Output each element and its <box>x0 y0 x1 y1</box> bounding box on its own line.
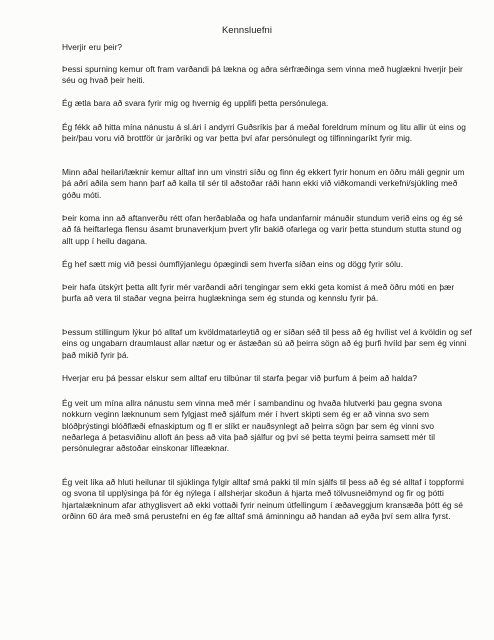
paragraph-health-check: Ég veit líka að hluti heilunar til sjúklinga fylgir alltaf smá pakki til mín sjálfs til þess að ég sé alltaf í toppformi og svona til upplýsinga þá fór ég nýlega í allsherjar skoðun á hjarta með tölvusneiðmynd og fir og þótti hjartalækninum afar athyglisvert að ekki vottaði fyrir neinum útfellingum í æðaveggjum kransæða þótt ég sé orðinn 60 ára með smá perustefni en ég fæ alltaf smá áminningu að handan að eyða því sem allra fyrst. <box>62 477 464 521</box>
document-title: Kennsluefni <box>221 24 273 35</box>
paragraph-family-meeting: Ég fékk að hitta mína nánustu á sl.ári í andyrri Guðsríkis þar á meðal foreldrum mínum og litu allir út eins og þeir/þau voru við brottför úr jarðríki og var þetta því afar persónulegt og tilfinningaríkt fyrir mig. <box>62 122 466 144</box>
paragraph-question-heading: Hverjir eru þeir? <box>62 42 123 52</box>
paragraph-connections: Þeir hafa útskýrt þetta allt fyrir mér varðandi aðri tengingar sem ekki geta komist á með öðru móti en þær þurfa að vera til staðar vegna þeirra huglækninga sem ég stunda og kennslu fyrir þá. <box>62 282 455 304</box>
paragraph-acceptance: Ég hef sætt mig við þessi óumflýjanlegu ópægindi sem hverfa síðan eins og dögg fyrir sólu. <box>62 259 404 269</box>
paragraph-intro: Þessi spurning kemur oft fram varðandi þá lækna og aðra sérfræðinga sem vinna með huglækni hverjir þeir séu og hvað þeir heiti. <box>62 64 463 86</box>
paragraph-rest: Þessum stillingum lýkur þó alltaf um kvöldmatarleytið og er síðan séð til þess að ég hvílist vel á kvöldin og sef eins og ungabarn draumlaust allar nætur og er ástæðan sú að þeirra sögn að ég þurfi hvíld þar sem ég vinni það mikið fyrir þá. <box>62 327 472 360</box>
paragraph-care-team: Ég veit um mína allra nánustu sem vinna með mér í sambandinu og hvaða hlutverki þau gegna svona nokkurn veginn læknunum sem fylgjast með sjálfum mér í hvert skipti sem ég er að vinna svo sem blóðþrýstingi blóðflæði efnaskiptum og fl er slíkt er nauðsynlegt að þeirra sögn þar sem ég vinni svo neðarlega á þetasviðinu alloft án þess að vita það sjálfur og því sé þetta teymi þeirra samsett mér til persónulegrar aðstoðar einskonar lífleæknar. <box>62 398 443 454</box>
paragraph-who-question: Hverjar eru þá þessar elskur sem alltaf eru tilbúnar til starfa þegar við þurfum á þeim að halda? <box>62 373 418 383</box>
paragraph-main-healer: Minn aðal heilari/læknir kemur alltaf inn um vinstri síðu og finn ég ekkert fyrir honum en öðru máli gegnir um þá aðri aðila sem hann þarf að kalla til sér til aðstoðar ráði hann ekki við viðkomandi verkefni/sjúkling með góðu móti. <box>62 167 465 200</box>
paragraph-arrival: Þeir koma inn að aftanverðu rétt ofan herðablaða og hafa undanfarnir mánuðir stundum verið eins og ég sé að fá heiftarlega flensu ásamt brunaverkjum þvert yfir bakið ofarlega og varir þetta stundum stutta stund og allt upp í heilu dagana. <box>62 213 463 246</box>
paragraph-personal-answer: Ég ætla bara að svara fyrir mig og hvernig ég upplifi þetta persónulega. <box>62 98 329 108</box>
